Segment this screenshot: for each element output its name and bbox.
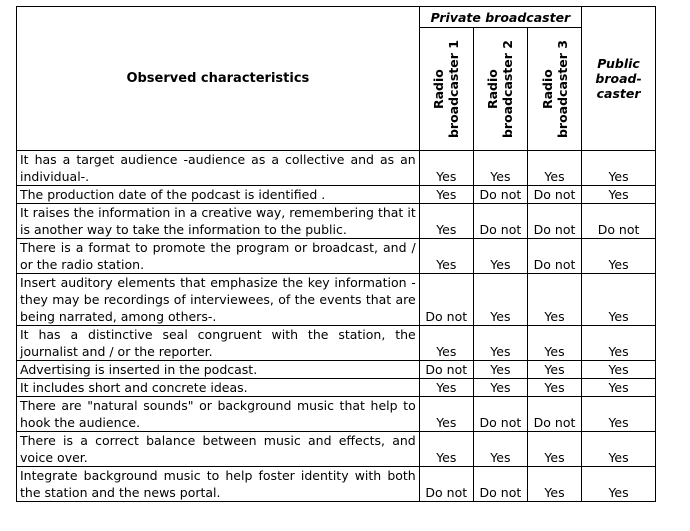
table-row xyxy=(17,204,656,239)
table-row xyxy=(17,326,656,361)
value-cell: Yes xyxy=(473,326,527,361)
value-cell: Do not xyxy=(473,397,527,432)
value-cell: Do not xyxy=(473,204,527,239)
radio-broadcaster-1-header xyxy=(419,28,473,151)
value-cell: Yes xyxy=(527,432,581,467)
value-cell: Do not xyxy=(419,361,473,379)
table-row xyxy=(17,467,656,502)
characteristic-text: It has a distinctive seal congruent with the station, the journalist and / or the reporter. xyxy=(17,326,420,361)
value-cell: Do not xyxy=(582,204,656,239)
value-cell: Do not xyxy=(419,467,473,502)
value-cell: Yes xyxy=(419,239,473,274)
characteristic-text: It includes short and concrete ideas. xyxy=(17,379,420,397)
table-row xyxy=(17,432,656,467)
table-row xyxy=(17,379,656,397)
value-cell: Yes xyxy=(582,326,656,361)
table-row xyxy=(17,239,656,274)
characteristic-text: There is a format to promote the program or broadcast, and / or the radio station. xyxy=(17,239,420,274)
value-cell: Yes xyxy=(473,239,527,274)
value-cell: Yes xyxy=(419,379,473,397)
characteristic-text: Advertising is inserted in the podcast. xyxy=(17,361,420,379)
value-cell: Yes xyxy=(473,361,527,379)
value-cell: Yes xyxy=(473,151,527,186)
value-cell: Do not xyxy=(527,186,581,204)
value-cell: Yes xyxy=(527,379,581,397)
characteristic-text: It raises the information in a creative way, remembering that it is another way to take the information to the public. xyxy=(17,204,420,239)
value-cell: Yes xyxy=(582,379,656,397)
value-cell: Yes xyxy=(527,326,581,361)
table-row xyxy=(17,151,656,186)
value-cell: Yes xyxy=(419,204,473,239)
characteristics-table xyxy=(16,6,656,502)
public-broadcaster-label: Public broad- caster xyxy=(595,56,642,101)
value-cell: Yes xyxy=(582,274,656,326)
value-cell: Yes xyxy=(582,432,656,467)
value-cell: Yes xyxy=(582,239,656,274)
value-cell: Do not xyxy=(527,204,581,239)
private-broadcaster-header: Private broadcaster xyxy=(419,7,581,28)
value-cell: Yes xyxy=(419,151,473,186)
value-cell: Yes xyxy=(527,274,581,326)
characteristic-text: There is a correct balance between music and effects, and voice over. xyxy=(17,432,420,467)
value-cell: Yes xyxy=(473,432,527,467)
radio-broadcaster-3-header xyxy=(527,28,581,151)
value-cell: Yes xyxy=(527,467,581,502)
value-cell: Yes xyxy=(419,326,473,361)
value-cell: Yes xyxy=(527,151,581,186)
value-cell: Do not xyxy=(473,467,527,502)
value-cell: Do not xyxy=(527,239,581,274)
table-row xyxy=(17,186,656,204)
characteristic-text: It has a target audience -audience as a collective and as an individual-. xyxy=(17,151,420,186)
public-broadcaster-header xyxy=(582,7,656,151)
characteristic-text: Insert auditory elements that emphasize the key information -they may be recordings of interviewees, of the events that are being narrated, among others-. xyxy=(17,274,420,326)
value-cell: Yes xyxy=(419,186,473,204)
characteristic-text: Integrate background music to help foster identity with both the station and the news portal. xyxy=(17,467,420,502)
characteristic-text: The production date of the podcast is identified . xyxy=(17,186,420,204)
value-cell: Do not xyxy=(473,186,527,204)
value-cell: Yes xyxy=(582,361,656,379)
value-cell: Yes xyxy=(582,467,656,502)
value-cell: Yes xyxy=(582,151,656,186)
radio-broadcaster-2-header xyxy=(473,28,527,151)
value-cell: Yes xyxy=(527,361,581,379)
observed-characteristics-header: Observed characteristics xyxy=(17,7,420,151)
radio-broadcaster-3-label: Radio broadcaster 3 xyxy=(539,39,570,139)
value-cell: Yes xyxy=(582,397,656,432)
table-row xyxy=(17,274,656,326)
value-cell: Yes xyxy=(473,379,527,397)
table-row xyxy=(17,361,656,379)
value-cell: Yes xyxy=(582,186,656,204)
value-cell: Do not xyxy=(419,274,473,326)
value-cell: Yes xyxy=(419,432,473,467)
value-cell: Yes xyxy=(419,397,473,432)
radio-broadcaster-2-label: Radio broadcaster 2 xyxy=(485,39,516,139)
radio-broadcaster-1-label: Radio broadcaster 1 xyxy=(431,39,462,139)
table-row xyxy=(17,397,656,432)
value-cell: Do not xyxy=(527,397,581,432)
characteristic-text: There are "natural sounds" or background music that help to hook the audience. xyxy=(17,397,420,432)
value-cell: Yes xyxy=(473,274,527,326)
